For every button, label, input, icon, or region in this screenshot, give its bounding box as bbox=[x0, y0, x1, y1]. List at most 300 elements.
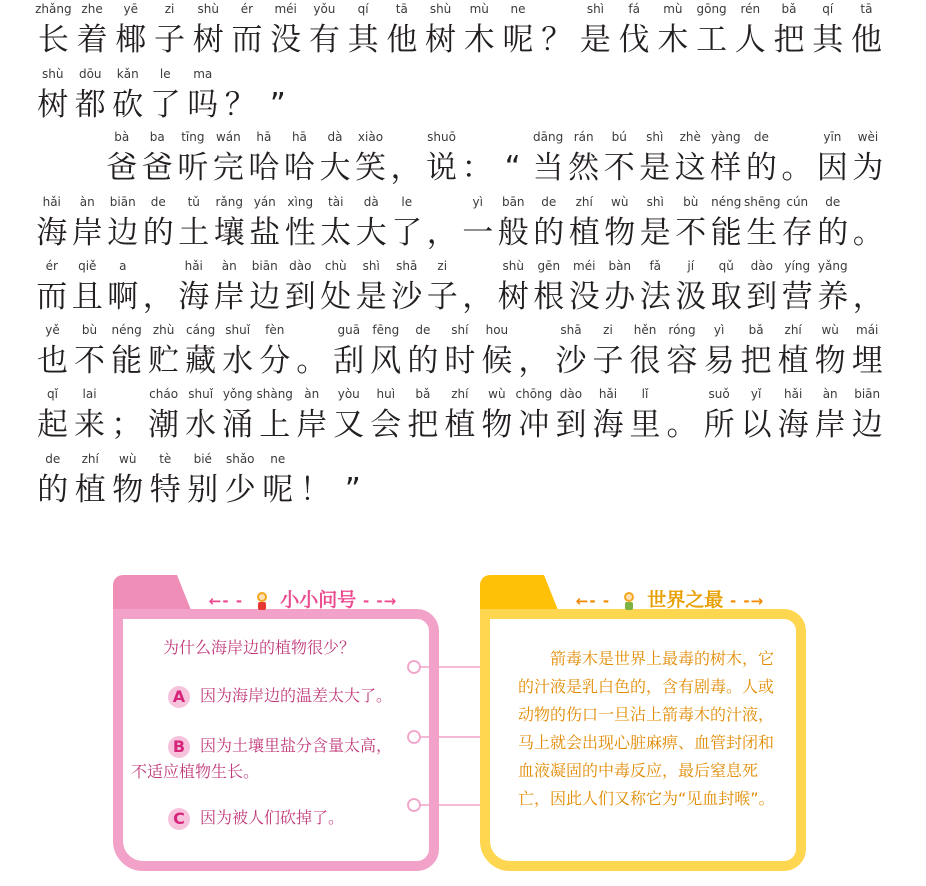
pinyin: méi bbox=[274, 2, 297, 16]
option-a[interactable] bbox=[168, 683, 428, 709]
story-char bbox=[293, 321, 330, 383]
pinyin: a bbox=[119, 259, 127, 273]
hanzi: 。 bbox=[296, 343, 328, 379]
hanzi: 样 bbox=[710, 150, 742, 186]
pinyin bbox=[141, 257, 177, 275]
pinyin: mù bbox=[663, 2, 683, 16]
pinyin: yīn bbox=[823, 130, 842, 144]
hanzi: 岸 bbox=[71, 215, 103, 251]
story-char bbox=[851, 257, 887, 319]
pinyin: le bbox=[401, 195, 413, 209]
hanzi: 很 bbox=[629, 343, 661, 379]
hanzi: 树 bbox=[497, 279, 529, 315]
hanzi: 潮 bbox=[148, 407, 180, 443]
pinyin: shù bbox=[429, 2, 452, 16]
story-char bbox=[108, 385, 145, 447]
hanzi: ； bbox=[111, 407, 143, 443]
pinyin: néng bbox=[711, 195, 742, 209]
pinyin: qǔ bbox=[718, 259, 734, 273]
story-char bbox=[222, 450, 260, 512]
hanzi: 子 bbox=[154, 22, 186, 58]
hanzi: 是 bbox=[639, 215, 671, 251]
right-arrow-icon: - -→ bbox=[729, 592, 765, 610]
pinyin: ér bbox=[240, 2, 254, 16]
hanzi: 养 bbox=[817, 279, 849, 315]
pinyin: shí bbox=[451, 323, 469, 337]
story-char bbox=[404, 385, 441, 447]
pinyin: zi bbox=[603, 323, 613, 337]
pinyin: wán bbox=[215, 130, 241, 144]
hanzi: 海 bbox=[178, 279, 210, 315]
pinyin: bú bbox=[611, 130, 627, 144]
story-char bbox=[531, 193, 567, 255]
story-char bbox=[109, 450, 147, 512]
pinyin: shì bbox=[646, 195, 664, 209]
pinyin: ma bbox=[193, 67, 213, 81]
pinyin: chù bbox=[324, 259, 347, 273]
hanzi: 所 bbox=[703, 407, 735, 443]
pinyin: tài bbox=[328, 195, 344, 209]
story-char bbox=[104, 128, 140, 190]
pinyin: yì bbox=[472, 195, 483, 209]
story-char bbox=[145, 321, 182, 383]
story-char bbox=[664, 321, 701, 383]
hanzi: ” bbox=[344, 472, 361, 508]
world-best-title-bar bbox=[550, 585, 790, 612]
hanzi: 木 bbox=[463, 22, 495, 58]
pinyin: xiào bbox=[357, 130, 384, 144]
pinyin: wèi bbox=[857, 130, 879, 144]
story-char bbox=[141, 257, 177, 319]
pinyin: bù bbox=[683, 195, 699, 209]
hanzi: 时 bbox=[444, 343, 476, 379]
story-char bbox=[441, 385, 478, 447]
pinyin: dà bbox=[327, 130, 343, 144]
story-char bbox=[150, 0, 189, 62]
story-char bbox=[367, 385, 404, 447]
cartoon-figure-icon bbox=[620, 590, 638, 612]
story-char bbox=[731, 0, 770, 62]
hanzi: 笑 bbox=[354, 150, 386, 186]
hanzi: 边 bbox=[851, 407, 883, 443]
pinyin: yē bbox=[123, 2, 139, 16]
story-char bbox=[318, 193, 354, 255]
pinyin: tā bbox=[860, 2, 873, 16]
hanzi: 处 bbox=[320, 279, 352, 315]
pinyin: hā bbox=[256, 130, 272, 144]
hanzi: 长 bbox=[37, 22, 69, 58]
story-char bbox=[182, 385, 219, 447]
hanzi: 把 bbox=[740, 343, 772, 379]
story-char bbox=[317, 128, 353, 190]
hanzi: 候 bbox=[481, 343, 513, 379]
hanzi: 的 bbox=[817, 215, 849, 251]
option-b-letter: B bbox=[168, 736, 190, 758]
hanzi: 哈 bbox=[283, 150, 315, 186]
pinyin: hā bbox=[291, 130, 307, 144]
story-char bbox=[654, 0, 693, 62]
hanzi: 盐 bbox=[249, 215, 281, 251]
story-char bbox=[673, 128, 709, 190]
pinyin: kǎn bbox=[116, 67, 139, 81]
story-char bbox=[330, 321, 367, 383]
pinyin: wù bbox=[821, 323, 839, 337]
hanzi: 了 bbox=[149, 87, 181, 123]
story-line bbox=[34, 321, 886, 385]
pinyin: zi bbox=[437, 259, 448, 273]
story-char bbox=[297, 450, 335, 512]
hanzi: 爸 bbox=[106, 150, 138, 186]
story-char bbox=[318, 257, 354, 319]
story-char bbox=[709, 193, 745, 255]
story-char bbox=[305, 0, 344, 62]
pinyin: yàng bbox=[710, 130, 741, 144]
pinyin: ne bbox=[510, 2, 526, 16]
hanzi: 刮 bbox=[333, 343, 365, 379]
hanzi: 着 bbox=[76, 22, 108, 58]
cartoon-figure-icon bbox=[253, 590, 271, 612]
pinyin: dōu bbox=[78, 67, 102, 81]
hanzi: 的 bbox=[37, 472, 69, 508]
option-c[interactable] bbox=[168, 805, 428, 831]
pinyin bbox=[259, 65, 297, 83]
story-char bbox=[775, 385, 812, 447]
story-char bbox=[182, 321, 219, 383]
hanzi: ， bbox=[852, 279, 884, 315]
pinyin: yě bbox=[45, 323, 60, 337]
pinyin: shì bbox=[646, 130, 664, 144]
story-char bbox=[602, 193, 638, 255]
quiz-title-bar bbox=[183, 585, 423, 612]
pinyin: dào bbox=[289, 259, 312, 273]
story-char bbox=[847, 0, 886, 62]
pinyin: bǎ bbox=[748, 323, 764, 337]
pinyin: zhí bbox=[81, 452, 99, 466]
pinyin: méi bbox=[573, 259, 596, 273]
hanzi: 。 bbox=[852, 215, 884, 251]
hanzi: 以 bbox=[740, 407, 772, 443]
hanzi: 而 bbox=[231, 22, 263, 58]
hanzi: 是 bbox=[355, 279, 387, 315]
option-b[interactable] bbox=[131, 733, 401, 785]
story-char bbox=[566, 128, 602, 190]
pinyin: wù bbox=[119, 452, 137, 466]
hanzi: 太 bbox=[320, 215, 352, 251]
story-char bbox=[576, 0, 615, 62]
pinyin: dào bbox=[750, 259, 773, 273]
quiz-box bbox=[113, 575, 439, 871]
pinyin: yǎng bbox=[817, 259, 848, 273]
story-char bbox=[34, 193, 70, 255]
story-char bbox=[627, 321, 664, 383]
story-char bbox=[256, 385, 293, 447]
pinyin: zhù bbox=[152, 323, 175, 337]
pinyin: mái bbox=[856, 323, 879, 337]
hanzi: 又 bbox=[333, 407, 365, 443]
hanzi: 沙 bbox=[555, 343, 587, 379]
story-line bbox=[34, 65, 297, 129]
hanzi: 而 bbox=[36, 279, 68, 315]
pinyin bbox=[495, 128, 531, 146]
hanzi: 易 bbox=[703, 343, 735, 379]
hanzi: 有 bbox=[308, 22, 340, 58]
hanzi: 水 bbox=[185, 407, 217, 443]
hanzi: 是 bbox=[639, 150, 671, 186]
hanzi: 大 bbox=[355, 215, 387, 251]
hanzi: 物 bbox=[604, 215, 636, 251]
pinyin: bǎ bbox=[415, 387, 431, 401]
hanzi: 都 bbox=[74, 87, 106, 123]
hanzi: 当 bbox=[532, 150, 564, 186]
hanzi: 树 bbox=[192, 22, 224, 58]
story-char bbox=[189, 0, 228, 62]
hanzi: 植 bbox=[568, 215, 600, 251]
hanzi: 边 bbox=[249, 279, 281, 315]
hanzi: 物 bbox=[814, 343, 846, 379]
pinyin: de bbox=[415, 323, 431, 337]
hanzi: 岸 bbox=[213, 279, 245, 315]
pinyin: shēng bbox=[744, 195, 781, 209]
pinyin bbox=[334, 450, 372, 468]
hanzi: 他 bbox=[850, 22, 882, 58]
pinyin: àn bbox=[79, 195, 95, 209]
hanzi: 能 bbox=[111, 343, 143, 379]
pinyin: wù bbox=[488, 387, 506, 401]
story-char bbox=[815, 193, 851, 255]
hanzi: 砍 bbox=[112, 87, 144, 123]
story-char bbox=[637, 128, 673, 190]
hanzi: 到 bbox=[746, 279, 778, 315]
story-char bbox=[692, 0, 731, 62]
hanzi: ， bbox=[518, 343, 550, 379]
story-char bbox=[111, 0, 150, 62]
hanzi: ” bbox=[269, 87, 286, 123]
pinyin: rǎng bbox=[215, 195, 243, 209]
story-char bbox=[478, 321, 515, 383]
pinyin: bàn bbox=[608, 259, 632, 273]
pinyin: xìng bbox=[287, 195, 314, 209]
hanzi: 里 bbox=[629, 407, 661, 443]
pinyin: hǎi bbox=[598, 387, 618, 401]
hanzi: 然 bbox=[568, 150, 600, 186]
story-char bbox=[176, 257, 212, 319]
story-char bbox=[815, 257, 851, 319]
hanzi: 这 bbox=[674, 150, 706, 186]
hanzi: 容 bbox=[666, 343, 698, 379]
pinyin: cháo bbox=[149, 387, 179, 401]
pinyin: cún bbox=[786, 195, 809, 209]
pinyin: de bbox=[825, 195, 841, 209]
story-char bbox=[701, 385, 738, 447]
hanzi: 一 bbox=[462, 215, 494, 251]
hanzi: 没 bbox=[270, 22, 302, 58]
hanzi: 呢 bbox=[502, 22, 534, 58]
pinyin bbox=[293, 321, 330, 339]
hanzi: ， bbox=[390, 150, 422, 186]
hanzi: 哈 bbox=[248, 150, 280, 186]
hanzi: 水 bbox=[222, 343, 254, 379]
story-char bbox=[259, 450, 297, 512]
story-char bbox=[389, 257, 425, 319]
story-char bbox=[499, 0, 538, 62]
story-char bbox=[850, 128, 886, 190]
pinyin bbox=[851, 193, 887, 211]
story-char bbox=[212, 193, 248, 255]
story-char bbox=[738, 385, 775, 447]
hanzi: 风 bbox=[370, 343, 402, 379]
pinyin: shù bbox=[197, 2, 219, 16]
story-char bbox=[589, 321, 626, 383]
story-char bbox=[34, 257, 70, 319]
hanzi: 少 bbox=[224, 472, 256, 508]
pinyin: dāng bbox=[533, 130, 564, 144]
hanzi: 子 bbox=[592, 343, 624, 379]
story-char bbox=[140, 128, 176, 190]
pinyin: yǐ bbox=[750, 387, 762, 401]
story-char bbox=[780, 257, 816, 319]
pinyin: biān bbox=[251, 259, 278, 273]
hanzi: 根 bbox=[533, 279, 565, 315]
pinyin: bà bbox=[114, 130, 130, 144]
story-char bbox=[515, 321, 552, 383]
story-char bbox=[34, 321, 71, 383]
story-char bbox=[552, 321, 589, 383]
hanzi: 的 bbox=[142, 215, 174, 251]
story-char bbox=[211, 128, 247, 190]
hanzi: 是 bbox=[579, 22, 611, 58]
hanzi: 会 bbox=[370, 407, 402, 443]
hanzi: 他 bbox=[386, 22, 418, 58]
story-char bbox=[283, 193, 319, 255]
pinyin: zi bbox=[164, 2, 175, 16]
story-char bbox=[71, 385, 108, 447]
story-char bbox=[478, 385, 515, 447]
hanzi: 其 bbox=[812, 22, 844, 58]
pinyin bbox=[851, 257, 887, 275]
pinyin: biān bbox=[109, 195, 136, 209]
story-char bbox=[293, 385, 330, 447]
story-line bbox=[104, 128, 886, 192]
pinyin: qǐ bbox=[47, 387, 58, 401]
story-char bbox=[780, 193, 816, 255]
story-char bbox=[567, 193, 603, 255]
hanzi: 冲 bbox=[518, 407, 550, 443]
story-char bbox=[34, 385, 71, 447]
hanzi: 海 bbox=[592, 407, 624, 443]
hanzi: 性 bbox=[284, 215, 316, 251]
hanzi: 因 bbox=[816, 150, 848, 186]
story-char bbox=[354, 257, 390, 319]
story-char bbox=[709, 257, 745, 319]
story-char bbox=[673, 193, 709, 255]
pinyin: bù bbox=[81, 323, 98, 337]
hanzi: 分 bbox=[259, 343, 291, 379]
story-char bbox=[744, 128, 780, 190]
hanzi: 植 bbox=[777, 343, 809, 379]
story-char bbox=[770, 0, 809, 62]
pinyin: hǎi bbox=[184, 259, 203, 273]
story-char bbox=[530, 128, 566, 190]
story-char bbox=[72, 450, 110, 512]
hanzi: 沙 bbox=[391, 279, 423, 315]
quiz-question: 为什么海岸边的植物很少？ bbox=[163, 638, 356, 657]
hanzi: 来 bbox=[74, 407, 106, 443]
pinyin: mù bbox=[469, 2, 489, 16]
pinyin: qí bbox=[357, 2, 369, 16]
story-char bbox=[141, 193, 177, 255]
pinyin: shì bbox=[362, 259, 380, 273]
pinyin: lǐ bbox=[641, 387, 649, 401]
pinyin: rán bbox=[573, 130, 594, 144]
hanzi: 存 bbox=[781, 215, 813, 251]
pinyin: yǒu bbox=[313, 2, 336, 16]
pinyin: yì bbox=[713, 323, 725, 337]
hanzi: ？ bbox=[541, 22, 573, 58]
pinyin: àn bbox=[822, 387, 838, 401]
hanzi: 藏 bbox=[185, 343, 217, 379]
pinyin: de bbox=[753, 130, 769, 144]
option-b-text: 因为土壤里盐分含量太高，不适应植物生长。 bbox=[131, 736, 393, 781]
story-char bbox=[147, 450, 185, 512]
hanzi: 大 bbox=[319, 150, 351, 186]
hanzi: 且 bbox=[71, 279, 103, 315]
hanzi: 啊 bbox=[107, 279, 139, 315]
pinyin: shì bbox=[586, 2, 605, 16]
hanzi: 把 bbox=[407, 407, 439, 443]
hanzi: 海 bbox=[777, 407, 809, 443]
hanzi: 。 bbox=[781, 150, 813, 186]
story-char bbox=[34, 450, 72, 512]
hanzi: 爸 bbox=[141, 150, 173, 186]
pinyin: shā bbox=[396, 259, 418, 273]
pinyin: ne bbox=[270, 452, 286, 466]
hanzi: ， bbox=[142, 279, 174, 315]
story-char bbox=[775, 321, 812, 383]
story-char bbox=[282, 128, 318, 190]
pinyin: dà bbox=[363, 195, 379, 209]
hanzi: 也 bbox=[37, 343, 69, 379]
pinyin: fá bbox=[628, 2, 640, 16]
story-char bbox=[812, 385, 849, 447]
story-char bbox=[496, 193, 532, 255]
option-a-letter: A bbox=[168, 686, 190, 708]
pinyin bbox=[515, 321, 552, 339]
pinyin: tā bbox=[395, 2, 408, 16]
hanzi: 贮 bbox=[148, 343, 180, 379]
hanzi: 涌 bbox=[222, 407, 254, 443]
story-line bbox=[34, 450, 372, 514]
hanzi: 没 bbox=[568, 279, 600, 315]
story-char bbox=[849, 321, 886, 383]
pinyin: bǎ bbox=[781, 2, 797, 16]
pinyin bbox=[425, 193, 461, 211]
hanzi: 岸 bbox=[296, 407, 328, 443]
story-char bbox=[105, 257, 141, 319]
pinyin: yǒng bbox=[222, 387, 253, 401]
pinyin: dào bbox=[559, 387, 583, 401]
world-best-text: 箭毒木是世界上最毒的树木，它的汁液是乳白色的，含有剧毒。人或动物的伤口一旦沾上箭毒木的汁液，马上就会出现心脏麻痹、血管封闭和血液凝固的中毒反应，最后窒息死亡，因此人们又称它为“见血封喉”。 bbox=[518, 649, 775, 808]
hanzi: 营 bbox=[781, 279, 813, 315]
pinyin: ér bbox=[45, 259, 58, 273]
pinyin: bié bbox=[193, 452, 212, 466]
hanzi: ： bbox=[461, 150, 493, 186]
hanzi: 完 bbox=[212, 150, 244, 186]
pinyin: shàng bbox=[256, 387, 293, 401]
story-char bbox=[744, 257, 780, 319]
story-char bbox=[404, 321, 441, 383]
hanzi: 的 bbox=[533, 215, 565, 251]
option-c-text: 因为被人们砍掉了。 bbox=[200, 808, 345, 827]
